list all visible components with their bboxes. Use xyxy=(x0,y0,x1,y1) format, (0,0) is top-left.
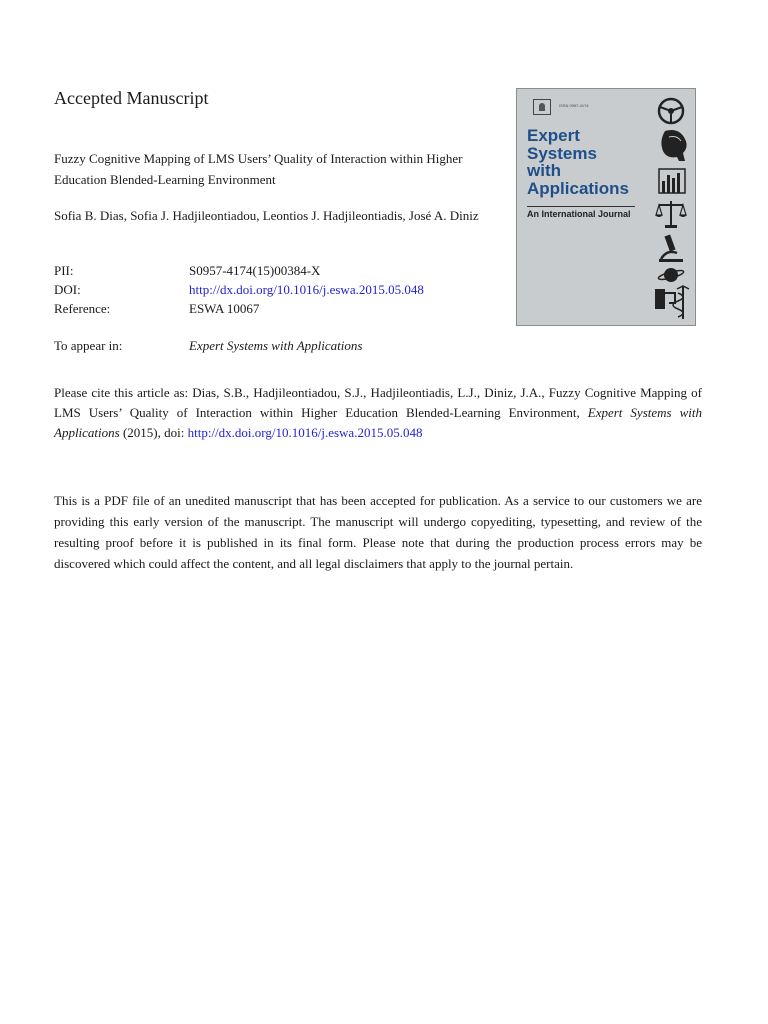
cover-title-line: Expert xyxy=(527,126,580,145)
citation-paragraph xyxy=(54,383,702,443)
microscope-icon xyxy=(659,234,683,262)
doi-link[interactable]: http://dx.doi.org/10.1016/j.eswa.2015.05.048 xyxy=(189,282,424,297)
pii-row xyxy=(54,261,424,280)
author-list: Sofia B. Dias, Sofia J. Hadjileontiadou, Leontios J. Hadjileontiadis, José A. Diniz xyxy=(54,208,479,223)
caduceus-icon xyxy=(673,286,689,319)
cover-title xyxy=(527,127,657,197)
cover-issn: ISSN 0957-4174 xyxy=(559,103,589,108)
to-appear-in xyxy=(54,336,362,355)
steering-wheel-icon xyxy=(659,99,683,123)
pii-label: PII: xyxy=(54,263,74,278)
cover-title-line: Applications xyxy=(527,178,630,198)
scales-icon xyxy=(655,201,687,228)
cover-title-line: with xyxy=(527,161,561,180)
satellite-icon xyxy=(658,268,685,282)
page-heading: Accepted Manuscript xyxy=(54,88,209,108)
cover-divider xyxy=(527,206,635,207)
journal-name: Expert Systems with Applications xyxy=(189,338,363,353)
journal-cover xyxy=(516,88,696,326)
citation-journal: Expert Systems with Applications xyxy=(54,405,702,440)
doi-row xyxy=(54,280,424,299)
citation-doi-link[interactable]: http://dx.doi.org/10.1016/j.eswa.2015.05.048 xyxy=(187,425,423,440)
elsevier-logo-icon xyxy=(533,99,551,115)
article-title: Fuzzy Cognitive Mapping of LMS Users’ Quality of Interaction within Higher Education Blended-Learning Environment xyxy=(54,151,463,187)
cover-subtitle: An International Journal xyxy=(527,209,631,219)
cover-icon-strip xyxy=(647,89,695,325)
bar-chart-icon xyxy=(659,169,685,193)
doi-label: DOI: xyxy=(54,282,81,297)
reference-label: Reference: xyxy=(54,301,111,316)
disclaimer-paragraph: This is a PDF file of an unedited manuscript that has been accepted for publication. As a service to our customers we are providing this early version of the manuscript. The manuscript will undergo copyediting, typesetting, and review of the resulting proof before it is published in its final form. Please note that during the production process errors may be discovered which could affect the content, and all legal disclaimers that apply to the journal pertain. xyxy=(54,493,702,571)
cover-title-line: Systems xyxy=(527,143,597,163)
reference-row xyxy=(54,299,424,318)
article-metadata xyxy=(54,261,424,318)
citation-text: Please cite this article as: Dias, S.B., Hadjileontiadou, S.J., Hadjileontiadis, L.J., Diniz, J.A., Fuzzy Cognitive Mapping of LMS Users’ Quality of Interaction within Higher Education Blended-Learning Environment, xyxy=(54,385,702,420)
robot-arm-icon xyxy=(655,289,675,309)
pii-value: S0957-4174(15)00384-X xyxy=(189,263,321,278)
reference-value: ESWA 10067 xyxy=(189,301,260,316)
to-appear-label: To appear in: xyxy=(54,338,123,353)
head-profile-icon xyxy=(661,130,686,161)
citation-year-doi: (2015), doi: xyxy=(119,425,188,440)
